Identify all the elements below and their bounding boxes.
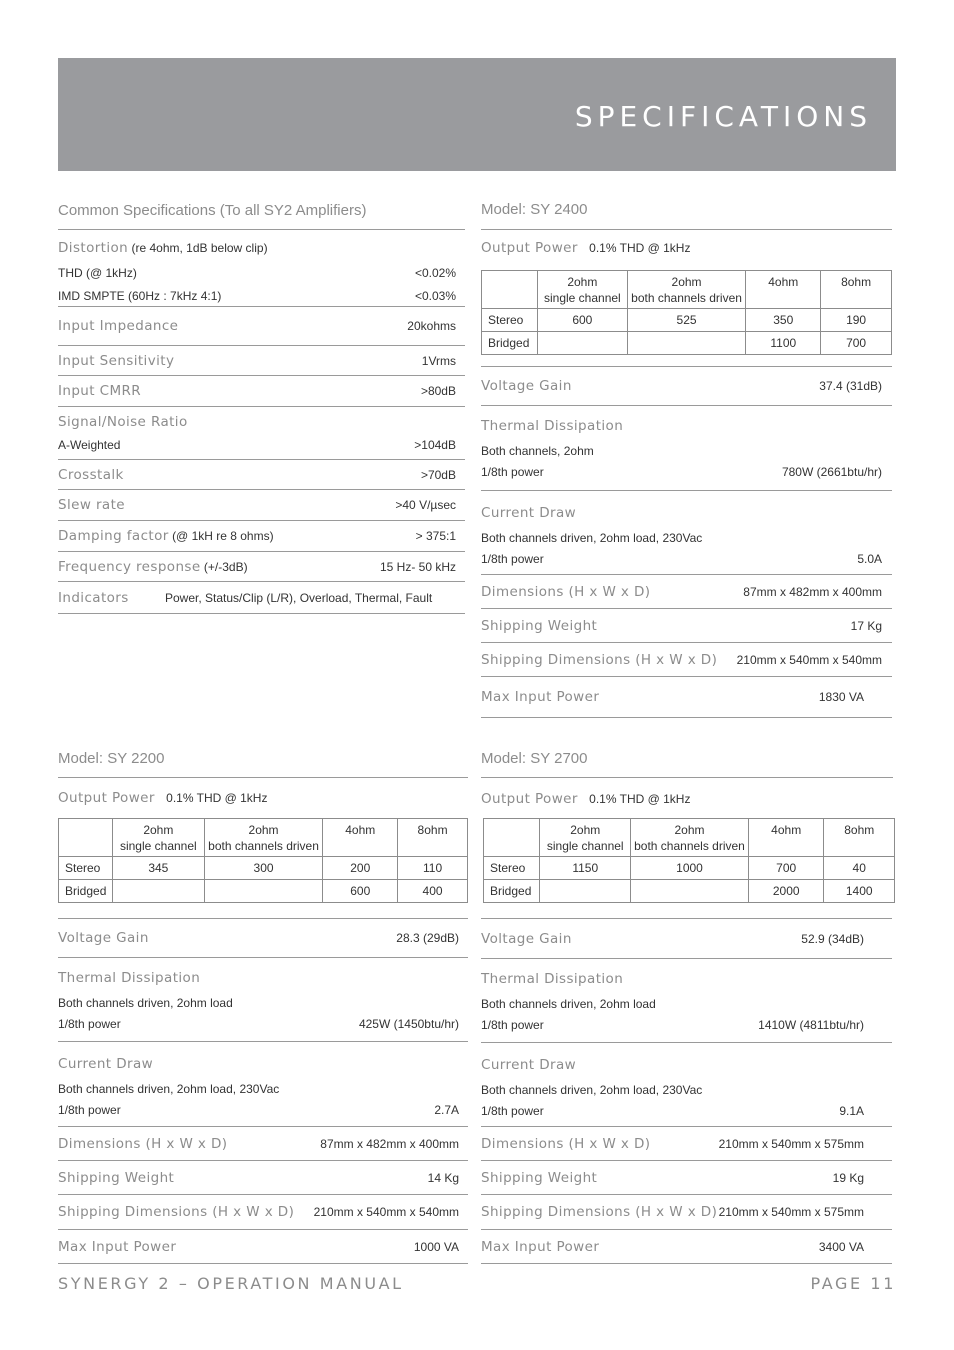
sy2700-max-input	[481, 1230, 892, 1264]
crosstalk-row	[58, 460, 465, 490]
header-both-channels: both channels driven	[208, 839, 319, 853]
sy2400-thermal	[481, 406, 892, 491]
row-bridged: Bridged	[59, 880, 113, 903]
sy2700-voltage-gain	[481, 919, 892, 959]
divider	[58, 903, 468, 919]
indicators-row	[58, 582, 465, 614]
eighth-power-label: 1/8th power	[481, 551, 544, 566]
thermal-value: 1410W (4811btu/hr)	[758, 1017, 864, 1032]
eighth-power-label: 1/8th power	[481, 464, 544, 479]
sy2200-dimensions	[58, 1127, 468, 1161]
voltage-gain-label: Voltage Gain	[481, 378, 572, 394]
sy2200-ship-dims	[58, 1195, 468, 1230]
output-power-note: 0.1% THD @ 1kHz	[166, 791, 268, 805]
cell	[204, 880, 323, 903]
sy2200-ship-weight	[58, 1161, 468, 1195]
eighth-power-label: 1/8th power	[481, 1017, 544, 1032]
sy2400-max-input	[481, 677, 892, 718]
header-single-channel: single channel	[119, 839, 197, 853]
thermal-label: Thermal Dissipation	[481, 418, 624, 434]
header-single-channel: single channel	[543, 291, 621, 305]
header-8ohm: 8ohm	[824, 819, 895, 857]
slew-label: Slew rate	[58, 497, 125, 513]
header-2ohm: 2ohm	[248, 823, 279, 837]
header-2ohm: 2ohm	[674, 823, 705, 837]
cell: 200	[323, 857, 398, 880]
current-condition: Both channels driven, 2ohm load, 230Vac	[481, 1083, 703, 1097]
cell: 110	[398, 857, 468, 880]
damping-note: (@ 1kH re 8 ohms)	[172, 529, 274, 543]
header-both-channels: both channels driven	[631, 291, 742, 305]
sy2400-ship-weight	[481, 609, 892, 643]
input-impedance-label: Input Impedance	[58, 318, 179, 334]
snr-row	[58, 407, 465, 460]
output-power-note: 0.1% THD @ 1kHz	[589, 241, 691, 255]
distortion-note: (re 4ohm, 1dB below clip)	[131, 241, 268, 255]
cell: 1150	[540, 857, 631, 880]
max-input-label: Max Input Power	[481, 689, 600, 705]
header-8ohm: 8ohm	[821, 271, 892, 309]
row-bridged: Bridged	[482, 332, 538, 355]
cell: 2000	[748, 880, 824, 903]
input-sensitivity-label: Input Sensitivity	[58, 352, 175, 369]
model-sy2400	[481, 198, 892, 718]
header-both-channels: both channels driven	[634, 839, 745, 853]
voltage-gain-value: 37.4 (31dB)	[819, 379, 882, 393]
freq-note: (+/-3dB)	[203, 559, 248, 574]
distortion-label: Distortion	[58, 240, 129, 256]
indicators-label: Indicators	[58, 589, 129, 606]
freq-row	[58, 552, 465, 582]
current-value: 5.0A	[857, 551, 882, 566]
sy2200-current	[58, 1042, 468, 1127]
damping-value: > 375:1	[415, 529, 456, 543]
current-value: 2.7A	[434, 1102, 459, 1117]
damping-row	[58, 521, 465, 552]
freq-label: Frequency response	[58, 558, 201, 575]
thermal-condition: Both channels driven, 2ohm load	[481, 997, 656, 1011]
output-power-label: Output Power	[58, 790, 155, 806]
slew-row	[58, 490, 465, 521]
distortion-row	[58, 230, 465, 307]
ship-dims-label: Shipping Dimensions (H x W x D)	[58, 1204, 295, 1220]
ship-dims-value: 210mm x 540mm x 575mm	[718, 1205, 864, 1219]
footer-manual-title: SYNERGY 2 – OPERATION MANUAL	[58, 1274, 404, 1293]
sy2700-output-power	[481, 778, 893, 818]
thermal-value: 425W (1450btu/hr)	[358, 1016, 459, 1031]
input-cmrr-row	[58, 376, 465, 407]
thd-label: THD (@ 1kHz)	[58, 265, 137, 280]
model-sy2700	[481, 747, 893, 1264]
header-2ohm: 2ohm	[143, 823, 174, 837]
input-sensitivity-value: 1Vrms	[421, 353, 456, 368]
header-single-channel: single channel	[546, 839, 624, 853]
voltage-gain-value: 28.3 (29dB)	[396, 931, 459, 945]
input-impedance-value: 20kohms	[407, 319, 456, 333]
dimensions-value: 210mm x 540mm x 575mm	[718, 1136, 864, 1151]
dimensions-label: Dimensions (H x W x D)	[58, 1135, 228, 1152]
cell	[540, 880, 631, 903]
ship-weight-label: Shipping Weight	[481, 617, 598, 634]
sy2200-power-table	[58, 818, 468, 903]
cell	[627, 332, 746, 355]
row-stereo: Stereo	[482, 309, 538, 332]
voltage-gain-label: Voltage Gain	[481, 930, 572, 947]
sy2400-dimensions	[481, 575, 892, 609]
damping-label: Damping factor	[58, 528, 169, 544]
ship-dims-label: Shipping Dimensions (H x W x D)	[481, 1204, 718, 1220]
sy2700-power-table	[483, 818, 895, 903]
dimensions-value: 87mm x 482mm x 400mm	[320, 1136, 459, 1151]
sy2400-power-table	[481, 270, 892, 355]
input-sensitivity-row	[58, 346, 465, 376]
output-power-note: 0.1% THD @ 1kHz	[589, 792, 691, 806]
page-title: SPECIFICATIONS	[574, 100, 872, 133]
eighth-power-label: 1/8th power	[58, 1016, 121, 1031]
dimensions-value: 87mm x 482mm x 400mm	[743, 584, 882, 599]
current-condition: Both channels driven, 2ohm load, 230Vac	[481, 531, 703, 545]
cell: 40	[824, 857, 895, 880]
imd-label: IMD SMPTE (60Hz : 7kHz 4:1)	[58, 288, 222, 303]
footer-page-number: PAGE 11	[810, 1274, 896, 1293]
max-input-label: Max Input Power	[481, 1238, 600, 1255]
sy2700-dimensions	[481, 1127, 892, 1161]
thd-value: <0.02%	[414, 265, 456, 280]
sy2700-ship-dims	[481, 1195, 892, 1230]
input-impedance-row	[58, 307, 465, 346]
header-banner	[58, 58, 896, 171]
header-8ohm: 8ohm	[398, 819, 468, 857]
sy2700-ship-weight	[481, 1161, 892, 1195]
eighth-power-label: 1/8th power	[58, 1102, 121, 1117]
cell	[112, 880, 204, 903]
current-label: Current Draw	[58, 1056, 154, 1072]
sy2400-title: Model: SY 2400	[481, 198, 892, 230]
current-value: 9.1A	[839, 1103, 864, 1118]
header-4ohm: 4ohm	[746, 271, 821, 309]
output-power-label: Output Power	[481, 791, 578, 807]
current-condition: Both channels driven, 2ohm load, 230Vac	[58, 1082, 280, 1096]
divider	[481, 903, 892, 919]
divider	[481, 355, 892, 367]
cell: 600	[323, 880, 398, 903]
thermal-label: Thermal Dissipation	[58, 970, 201, 986]
sy2200-voltage-gain	[58, 919, 468, 958]
cell: 300	[204, 857, 323, 880]
voltage-gain-value: 52.9 (34dB)	[801, 931, 864, 946]
ship-weight-label: Shipping Weight	[481, 1169, 598, 1186]
max-input-value: 3400 VA	[818, 1239, 864, 1254]
ship-weight-label: Shipping Weight	[58, 1169, 175, 1186]
cell: 525	[627, 309, 746, 332]
cell: 1100	[746, 332, 821, 355]
row-stereo: Stereo	[484, 857, 540, 880]
header-2ohm: 2ohm	[567, 275, 598, 289]
header-2ohm: 2ohm	[671, 275, 702, 289]
cell: 190	[821, 309, 892, 332]
thermal-value: 780W (2661btu/hr)	[781, 464, 882, 479]
cell: 400	[398, 880, 468, 903]
imd-value: <0.03%	[414, 288, 456, 303]
ship-dims-value: 210mm x 540mm x 540mm	[313, 1205, 459, 1219]
crosstalk-value: >70dB	[420, 467, 456, 482]
sy2200-thermal	[58, 958, 468, 1042]
eighth-power-label: 1/8th power	[481, 1103, 544, 1118]
freq-value: 15 Hz- 50 kHz	[379, 559, 456, 574]
cell: 700	[748, 857, 824, 880]
cell	[537, 332, 627, 355]
ship-weight-value: 17 Kg	[850, 618, 882, 633]
common-specs	[58, 200, 465, 614]
ship-weight-value: 14 Kg	[427, 1170, 459, 1185]
current-label: Current Draw	[481, 505, 577, 521]
max-input-value: 1000 VA	[413, 1239, 459, 1254]
cell: 700	[821, 332, 892, 355]
sy2200-output-power	[58, 778, 468, 818]
dimensions-label: Dimensions (H x W x D)	[481, 583, 651, 600]
row-bridged: Bridged	[484, 880, 540, 903]
sy2400-output-power	[481, 230, 892, 270]
ship-dims-label: Shipping Dimensions (H x W x D)	[481, 651, 718, 668]
slew-value: >40 V/µsec	[395, 498, 456, 512]
thermal-label: Thermal Dissipation	[481, 971, 624, 987]
ship-dims-value: 210mm x 540mm x 540mm	[736, 652, 882, 667]
sy2700-title: Model: SY 2700	[481, 747, 893, 778]
dimensions-label: Dimensions (H x W x D)	[481, 1135, 651, 1152]
max-input-value: 1830 VA	[818, 690, 864, 704]
sy2400-current	[481, 491, 892, 575]
header-2ohm: 2ohm	[570, 823, 601, 837]
cell: 350	[746, 309, 821, 332]
model-sy2200	[58, 747, 468, 1264]
sy2400-ship-dims	[481, 643, 892, 677]
sy2700-current	[481, 1043, 892, 1127]
max-input-label: Max Input Power	[58, 1238, 177, 1255]
cell: 1400	[824, 880, 895, 903]
thermal-condition: Both channels driven, 2ohm load	[58, 996, 233, 1010]
common-specs-title: Common Specifications (To all SY2 Amplifiers)	[58, 200, 465, 230]
snr-sublabel: A-Weighted	[58, 438, 121, 452]
cell	[631, 880, 749, 903]
sy2200-title: Model: SY 2200	[58, 747, 468, 778]
crosstalk-label: Crosstalk	[58, 466, 124, 483]
input-cmrr-value: >80dB	[420, 384, 456, 398]
cell: 1000	[631, 857, 749, 880]
sy2400-voltage-gain	[481, 367, 892, 406]
thermal-condition: Both channels, 2ohm	[481, 444, 594, 458]
row-stereo: Stereo	[59, 857, 113, 880]
sy2200-max-input	[58, 1230, 468, 1264]
snr-label: Signal/Noise Ratio	[58, 414, 188, 430]
current-label: Current Draw	[481, 1057, 577, 1073]
header-4ohm: 4ohm	[323, 819, 398, 857]
header-4ohm: 4ohm	[748, 819, 824, 857]
ship-weight-value: 19 Kg	[832, 1170, 864, 1185]
cell: 600	[537, 309, 627, 332]
indicators-value: Power, Status/Clip (L/R), Overload, Thermal, Fault	[165, 590, 433, 605]
output-power-label: Output Power	[481, 240, 578, 256]
cell: 345	[112, 857, 204, 880]
sy2700-thermal	[481, 959, 892, 1043]
input-cmrr-label: Input CMRR	[58, 383, 142, 399]
voltage-gain-label: Voltage Gain	[58, 930, 149, 946]
snr-value: >104dB	[414, 438, 456, 452]
